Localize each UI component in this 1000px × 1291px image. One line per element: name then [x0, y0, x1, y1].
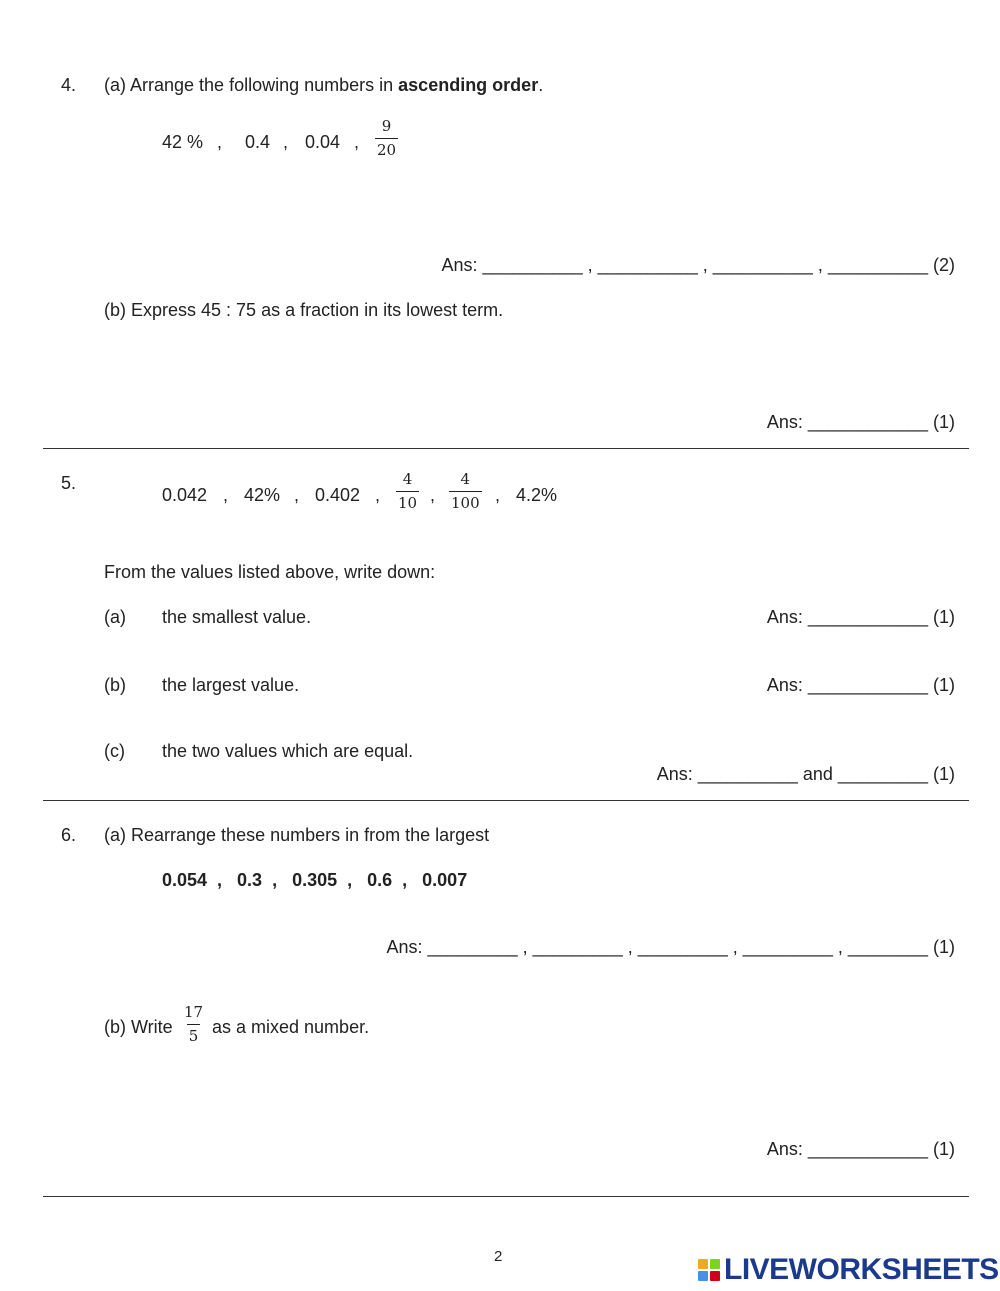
q4b-prompt: (b) Express 45 : 75 as a fraction in its lowest term.	[104, 300, 504, 320]
q6b-fraction	[182, 1003, 205, 1046]
q5-number: 5.	[61, 473, 77, 493]
q4-fraction-denominator: 20	[375, 138, 398, 160]
q5b-label: (b)	[104, 675, 126, 695]
q4-separator: ,	[217, 132, 223, 152]
q4-value: 0.4	[245, 132, 271, 152]
logo-square	[698, 1259, 708, 1269]
q5a-text: the smallest value.	[162, 607, 312, 627]
q4-value: 42 %	[162, 132, 204, 152]
divider	[43, 448, 969, 449]
q6a-answer-line[interactable]: Ans: _________ , _________ , _________ , _________ , ________ (1)	[386, 937, 955, 957]
q4a-prompt-bold: ascending order	[398, 75, 539, 95]
q5-separator: ,	[294, 485, 300, 505]
q5-value: 0.042	[162, 485, 208, 505]
q5c-label: (c)	[104, 741, 125, 761]
q6b-prompt	[104, 1016, 173, 1038]
q5b-text: the largest value.	[162, 675, 300, 695]
q5a-label: (a)	[104, 607, 126, 627]
q5-fraction-1-denominator: 10	[396, 491, 419, 513]
q6a-prompt: (a) Rearrange these numbers in from the largest	[104, 825, 490, 845]
q4-fraction-numerator: 9	[381, 117, 392, 135]
q5-fraction-2-denominator: 100	[449, 491, 482, 513]
divider	[43, 1196, 969, 1197]
q6a-values: 0.054 , 0.3 , 0.305 , 0.6 , 0.007	[162, 870, 468, 890]
q5-value: 42%	[244, 485, 281, 505]
q4-fraction	[375, 117, 398, 160]
q4-separator: ,	[283, 132, 289, 152]
q5c-answer-line[interactable]: Ans: __________ and _________ (1)	[656, 764, 955, 784]
q6-number: 6.	[61, 825, 77, 845]
logo-text: LIVEWORKSHEETS	[724, 1253, 999, 1286]
logo-square	[710, 1271, 720, 1281]
q5-separator: ,	[375, 485, 381, 505]
q4a-prompt-end: .	[538, 75, 544, 95]
q6b-prompt-end: as a mixed number.	[212, 1017, 370, 1037]
q5-separator: ,	[430, 485, 436, 505]
q4a-prompt-text: (a) Arrange the following numbers in	[104, 75, 399, 95]
q5-instruction: From the values listed above, write down:	[104, 562, 436, 582]
q4-number: 4.	[61, 75, 77, 95]
logo-square	[698, 1271, 708, 1281]
q5-separator: ,	[495, 485, 501, 505]
q5-value: 4.2%	[516, 485, 558, 505]
q4a-answer-line[interactable]: Ans: __________ , __________ , __________ , __________ (2)	[441, 255, 955, 275]
q5-fraction-1	[396, 470, 419, 513]
q5-separator: ,	[223, 485, 229, 505]
q4-value: 0.04	[305, 132, 341, 152]
logo-icon	[698, 1259, 720, 1281]
q6b-fraction-denominator: 5	[187, 1024, 201, 1046]
q5-fraction-2-numerator: 4	[460, 470, 471, 488]
q6b-fraction-numerator: 17	[184, 1003, 204, 1021]
divider	[43, 800, 969, 801]
q4a-prompt	[104, 74, 543, 96]
q5b-answer-line[interactable]: Ans: ____________ (1)	[766, 675, 955, 695]
q5-fraction-2	[449, 470, 482, 513]
q5-fraction-1-numerator: 4	[402, 470, 413, 488]
page-number: 2	[494, 1248, 503, 1265]
q5-value: 0.402	[315, 485, 361, 505]
q6b-answer-line[interactable]: Ans: ____________ (1)	[766, 1139, 955, 1159]
liveworksheets-logo[interactable]	[698, 1254, 999, 1286]
q5c-text: the two values which are equal.	[162, 741, 414, 761]
q4-separator: ,	[354, 132, 360, 152]
q6b-prompt-text: (b) Write	[104, 1017, 173, 1037]
q4b-answer-line[interactable]: Ans: ____________ (1)	[766, 412, 955, 432]
logo-square	[710, 1259, 720, 1269]
q5a-answer-line[interactable]: Ans: ____________ (1)	[766, 607, 955, 627]
